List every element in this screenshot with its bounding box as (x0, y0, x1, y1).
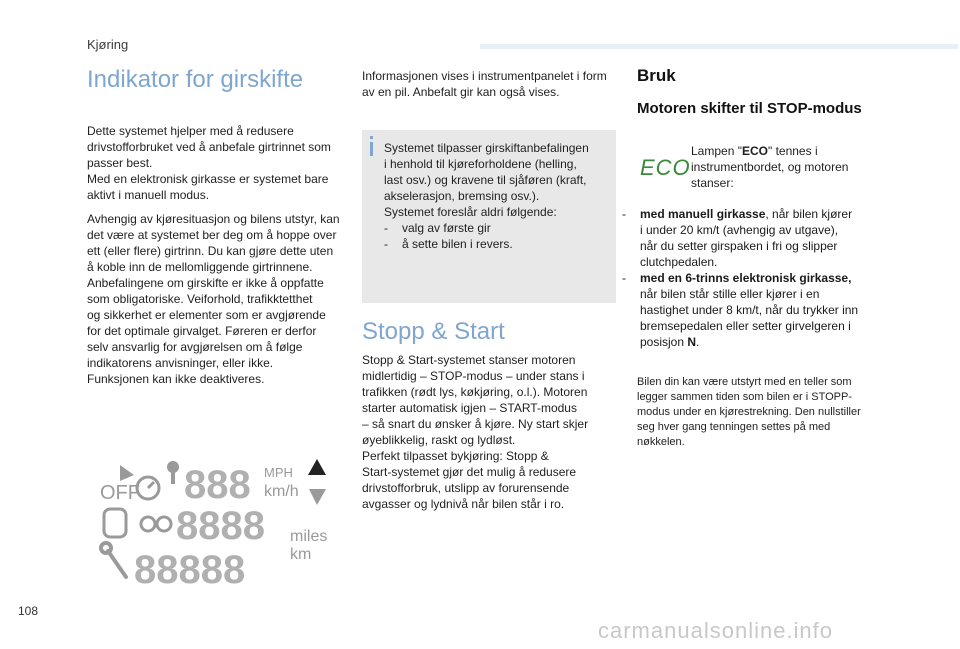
engine-icon (104, 509, 126, 537)
watermark: carmanualsonline.info (598, 618, 834, 643)
note-list-item: - valg av første gir (384, 221, 491, 235)
unit-miles: miles (290, 528, 328, 545)
intro-paragraph: Dette systemet hjelper med å redusere drivstofforbruket ved å anbefale girtrinnet som passer best. Med en elektronisk girkasse er systemet bare aktivt i manuell modus. (87, 124, 331, 202)
stopp-start-title: Stopp & Start (362, 318, 505, 345)
note-list-item: - å sette bilen i revers. (384, 237, 513, 251)
stop-mode-subheading: Motoren skifter til STOP-modus (637, 100, 862, 117)
page-number: 108 (18, 604, 39, 618)
page-title: Indikator for girskifte (87, 66, 304, 93)
shift-up-arrow-icon (308, 459, 326, 475)
gear-shift-indicator-icon (120, 465, 134, 481)
off-label: OFF (100, 482, 140, 504)
odometer-digits: 88888 (134, 548, 246, 590)
header-bar (480, 44, 958, 49)
stopp-start-paragraph: Stopp & Start-systemet stanser motoren midlertidig – STOP-modus – under stans i trafikken (rødt lys, køkjøring, o.l.). Motoren starter automatisk igjen – START-modus – så snart du ønsker å kjøre. Ny start skjer øyeblikkelig, raskt og lydløst. Perfekt tilpasset bykjøring: Stopp & Start-systemet gjør det mulig å redusere drivstofforbruk, utslipp av forurensende avgasser og lydnivå når bilen står i ro. (362, 353, 589, 511)
shift-down-arrow-icon (309, 489, 326, 505)
stop-conditions-list (622, 206, 892, 350)
section-label: Kjøring (87, 37, 129, 52)
unit-mph: MPH (264, 465, 293, 480)
stop-counter-paragraph: Bilen din kan være utstyrt med en teller som legger sammen tiden som bilen er i STOPP- modus under en kjørestrekning. Den nullstiller seg hver gang tenningen settes på med nøkkelen. (637, 376, 861, 448)
glow-plug-icon (157, 517, 171, 531)
list-item: - med en 6-trinns elektronisk girkasse, når bilen står stille eller kjører i en hastighet under 8 km/t, når du trykker inn bremsepedalen eller setter girvelgeren i posisjon N. (622, 271, 859, 349)
speed-digits: 8888 (176, 504, 265, 548)
info-paragraph: Informasjonen vises i instrumentpanelet i form av en pil. Anbefalt gir kan også vises. (362, 69, 607, 99)
note-box: Systemet tilpasser girskiftanbefalingen i henhold til kjøreforholdene (helling, last osv.) og kravene til sjåføren (kraft, akselerasjon, bremsing osv.). Systemet foreslår aldri følgende: - valg av første gir - å sette bilen i revers. (362, 130, 616, 303)
eco-icon: ECO (640, 155, 691, 180)
list-item: - med manuell girkasse, når bilen kjører i under 20 km/t (avhengig av utgave), når du setter girspaken i fri og slipper clutchpedalen. (622, 207, 853, 269)
instrument-cluster-illustration (98, 455, 338, 590)
unit-km: km (290, 546, 312, 563)
wrench-icon (101, 543, 126, 577)
unit-kmh: km/h (264, 483, 299, 500)
details-paragraph: Avhengig av kjøresituasjon og bilens utstyr, kan det være at systemet ber deg om å hoppe over ett (eller flere) girtrinn. Du kan gjøre dette uten å koble inn de mellomliggende girtrinnene. Anbefalingene om girskifte er ikke å oppfatte som obligatoriske. Veiforhold, trafikktetthet og sikkerhet er elementer som er avgjørende for det optimale girvalget. Føreren er derfor selv ansvarlig for avgjørelsen om å følge indikatorens anvisninger, eller ikke. Funksjonen kan ikke deaktiveres. (87, 212, 340, 386)
gear-digits: 888 (184, 463, 251, 507)
info-icon (370, 136, 373, 139)
eco-lamp-text: Lampen "ECO" tennes i instrumentbordet, og motoren stanser: (691, 144, 849, 190)
bruk-heading: Bruk (637, 66, 676, 85)
